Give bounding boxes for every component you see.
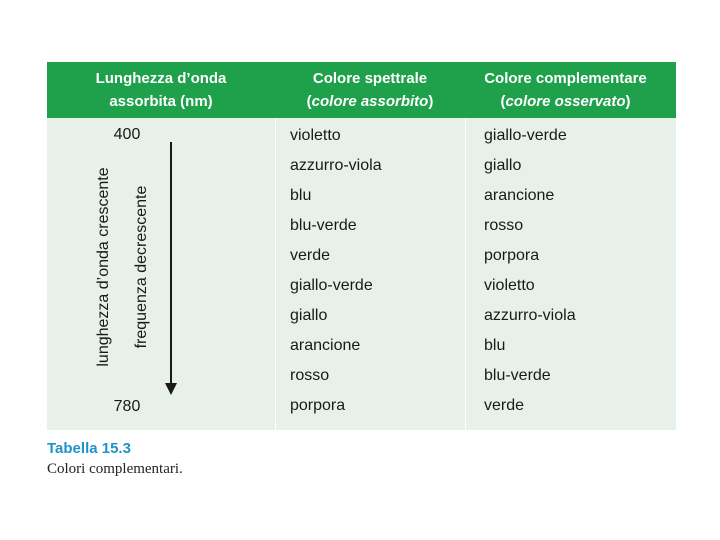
column-divider xyxy=(275,118,276,430)
complementary-color-cell: porpora xyxy=(484,247,540,264)
header-wavelength xyxy=(47,67,275,113)
table-caption-text: Colori complementari. xyxy=(47,461,183,477)
table-header xyxy=(47,62,676,118)
complementary-color-cell: blu xyxy=(484,337,506,354)
spectral-color-cell: violetto xyxy=(290,127,341,144)
header-spectral-paren-open: ( xyxy=(306,93,312,110)
spectral-color-cell: arancione xyxy=(290,337,361,354)
spectral-color-cell: azzurro-viola xyxy=(290,157,382,174)
complementary-color-cell: blu-verde xyxy=(484,367,551,384)
label-decreasing-frequency: frequenza decrescente xyxy=(133,185,150,349)
color-table xyxy=(47,62,676,430)
header-spectral-line1: Colore spettrale xyxy=(312,70,428,87)
header-complementary-paren-open: ( xyxy=(500,93,506,110)
complementary-color-cell: violetto xyxy=(484,277,535,294)
wavelength-arrow-shaft xyxy=(170,142,172,387)
complementary-color-cell: verde xyxy=(484,397,525,414)
label-increasing-wavelength: lunghezza d’onda crescente xyxy=(95,167,112,367)
header-complementary-paren-close: ) xyxy=(625,93,631,110)
wavelength-arrow-head xyxy=(165,383,177,395)
complementary-color-cell: rosso xyxy=(484,217,524,234)
header-spectral-line2 xyxy=(275,90,465,113)
spectral-color-cell: blu-verde xyxy=(290,217,357,234)
header-complementary-color xyxy=(465,67,666,113)
header-wavelength-line1: Lunghezza d’onda xyxy=(95,70,227,87)
header-wavelength-line2: assorbita (nm) xyxy=(109,93,213,110)
wavelength-start: 400 xyxy=(113,126,141,143)
spectral-color-cell: porpora xyxy=(290,397,346,414)
spectral-color-cell: rosso xyxy=(290,367,330,384)
header-spectral-italic: colore assorbito xyxy=(311,93,429,110)
complementary-color-cell: giallo xyxy=(484,157,522,174)
complementary-color-cell: arancione xyxy=(484,187,555,204)
complementary-color-cell: azzurro-viola xyxy=(484,307,576,324)
wavelength-end: 780 xyxy=(113,398,141,415)
header-complementary-line2 xyxy=(465,90,666,113)
spectral-color-cell: verde xyxy=(290,247,331,264)
header-spectral-paren-close: ) xyxy=(428,93,434,110)
header-complementary-line1: Colore complementare xyxy=(484,70,647,87)
table-caption-title: Tabella 15.3 xyxy=(47,440,131,457)
header-complementary-italic: colore osservato xyxy=(505,93,626,110)
spectral-color-cell: blu xyxy=(290,187,312,204)
complementary-color-cell: giallo-verde xyxy=(484,127,567,144)
header-spectral-color xyxy=(275,67,465,113)
column-divider xyxy=(465,118,466,430)
spectral-color-cell: giallo xyxy=(290,307,328,324)
spectral-color-cell: giallo-verde xyxy=(290,277,373,294)
